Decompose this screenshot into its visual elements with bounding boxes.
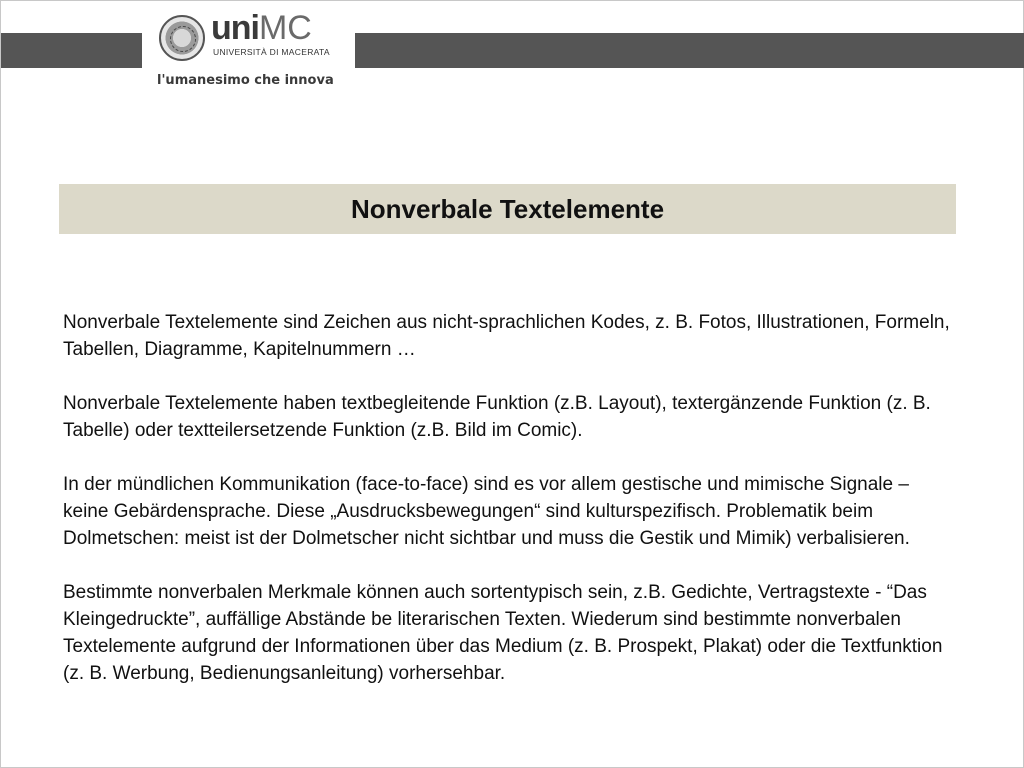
paragraph-1: Nonverbale Textelemente sind Zeichen aus nicht-sprachlichen Kodes, z. B. Fotos, Illustrationen, Formeln, Tabellen, Diagramme, Kapitelnummern … [63,312,950,360]
logo-wordmark-bold: uni [211,9,259,47]
paragraph-2: Nonverbale Textelemente haben textbegleitende Funktion (z.B. Layout), textergänzende Funktion (z. B. Tabelle) oder textteilersetzende Funktion (z.B. Bild im Comic). [63,393,931,441]
slide-title: Nonverbale Textelemente [350,193,665,224]
logo-wordmark-light: MC [258,9,312,47]
university-seal-icon [159,15,205,61]
header-bar-right [355,33,1024,68]
logo-wordmark [211,11,312,45]
slide-body [63,309,953,714]
logo-subtitle: UNIVERSITÀ DI MACERATA [213,47,330,57]
university-logo [151,1,351,91]
title-bar [59,184,956,234]
paragraph-4: Bestimmte nonverbalen Merkmale können auch sortentypisch sein, z.B. Gedichte, Vertragstexte - “Das Kleingedruckte”, auffällige Abstände be literarischen Texten. Wiederum sind bestimmte nonverbalen Textelemente aufgrund der Informationen über das Medium (z. B. Prospekt, Plakat) oder die Textfunktion (z. B. Werbung, Bedienungsanleitung) vorhersehbar. [63,582,943,684]
header-bar-left [1,33,142,68]
logo-motto: l'umanesimo che innova [157,73,334,88]
paragraph-3: In der mündlichen Kommunikation (face-to-face) sind es vor allem gestische und mimische Signale – keine Gebärdensprache. Diese „Ausdrucksbewegungen“ sind kulturspezifisch. Problematik beim Dolmetschen: meist ist der Dolmetscher nicht sichtbar und muss die Gestik und Mimik) verbalisieren. [63,474,910,549]
